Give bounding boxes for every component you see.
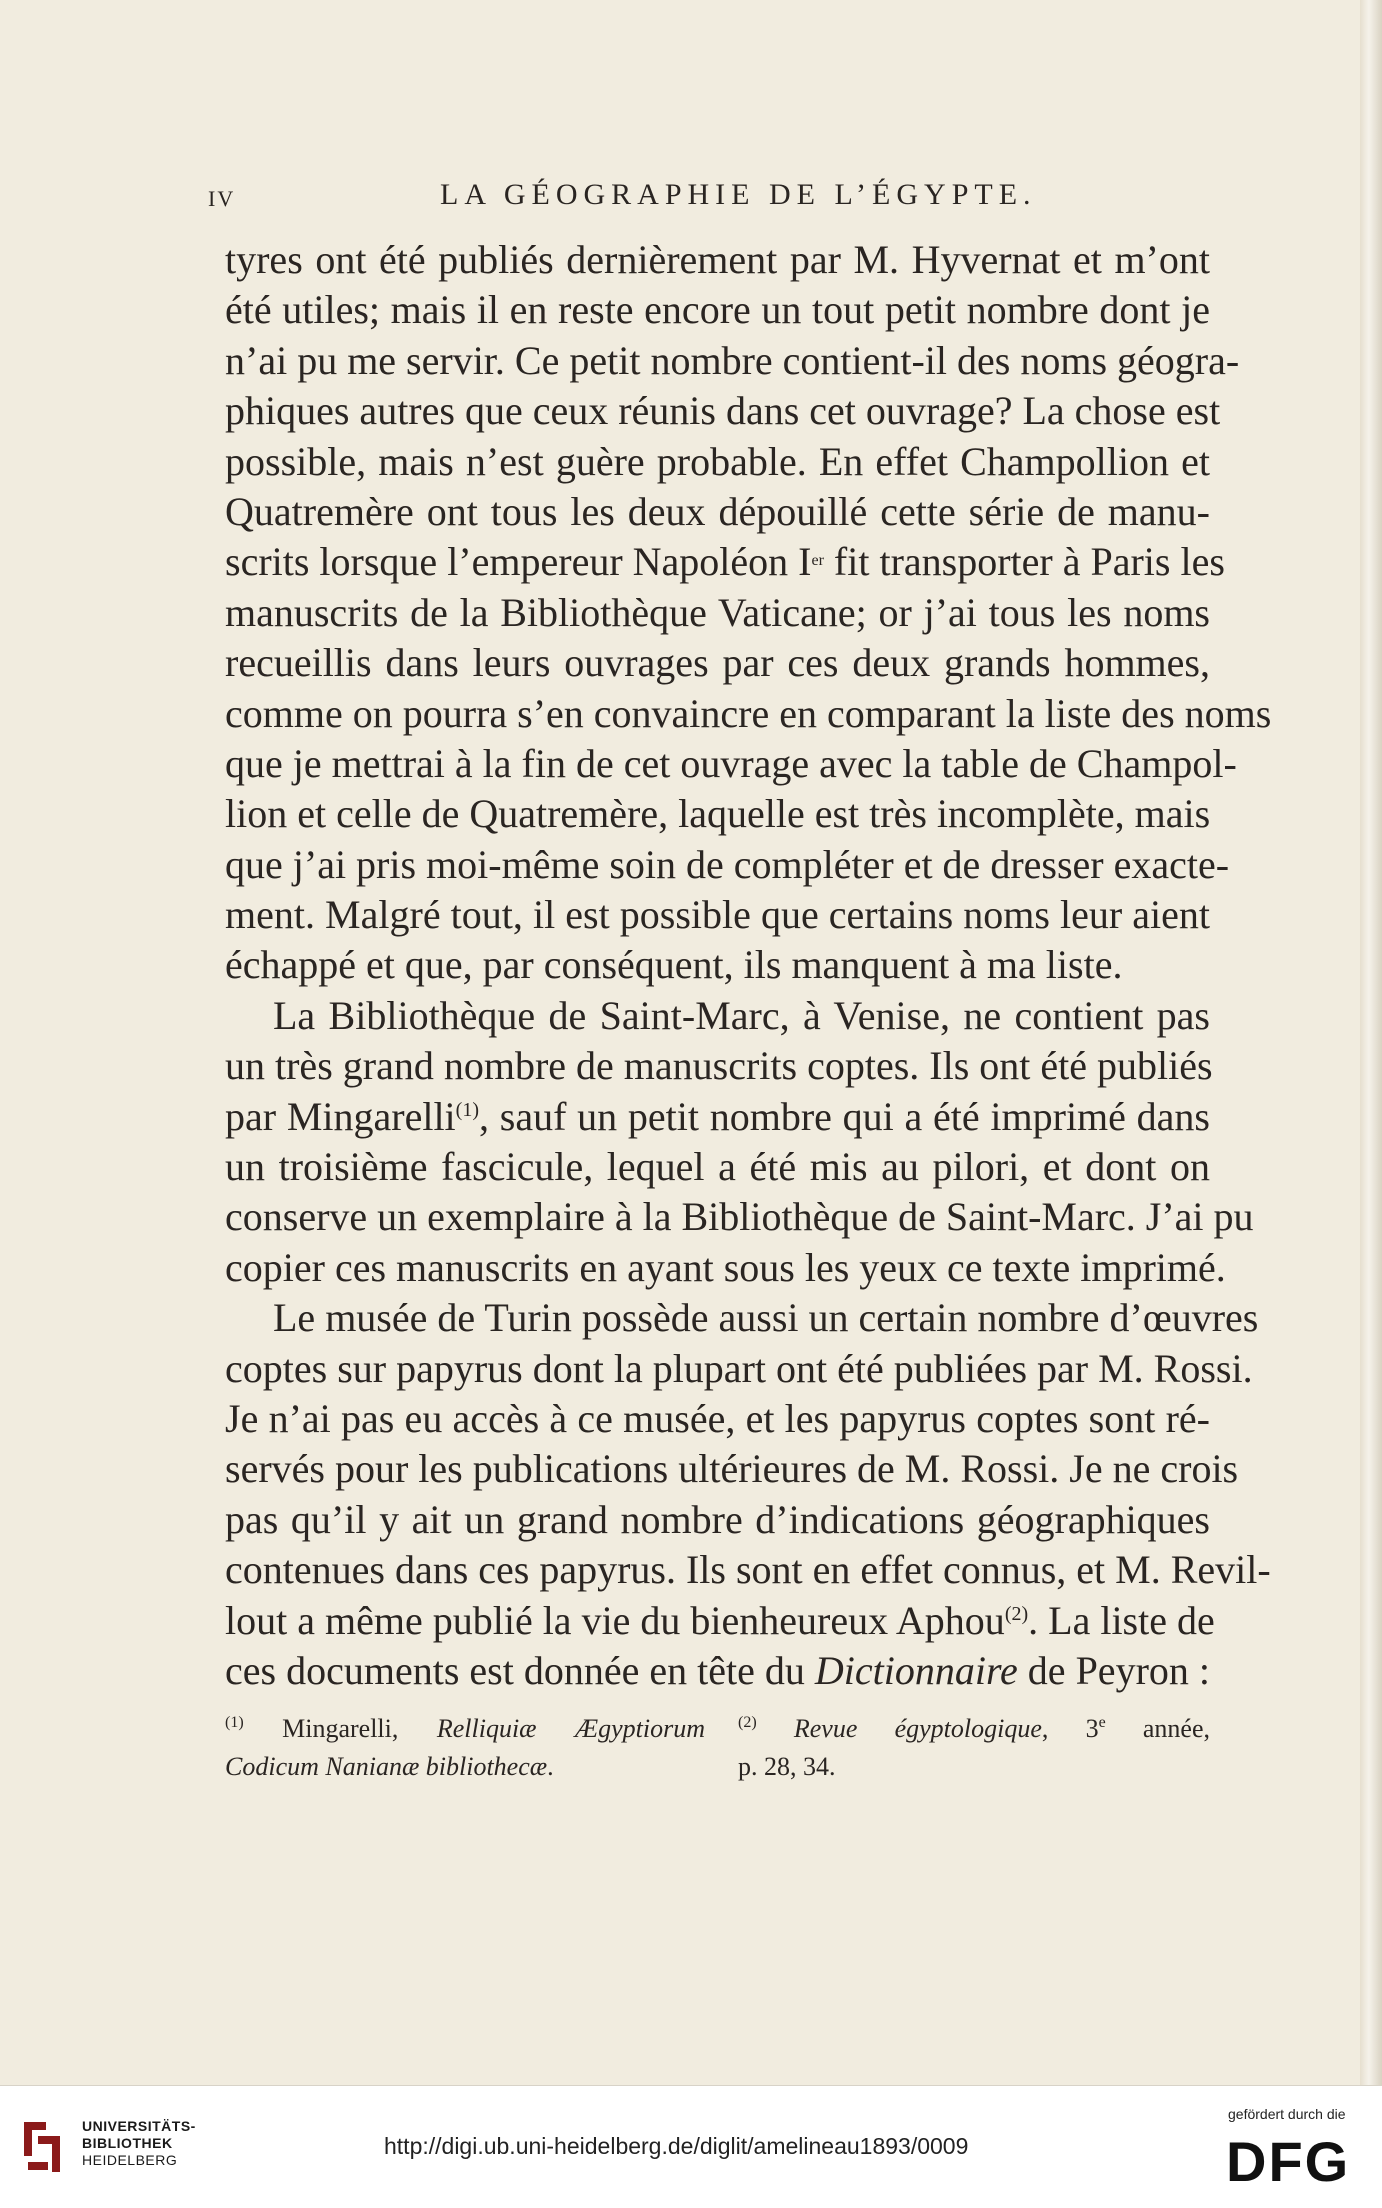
body-text bbox=[225, 235, 1272, 1696]
running-title: LA GÉOGRAPHIE DE L’ÉGYPTE. bbox=[440, 178, 1037, 211]
footnote-marker: (1) bbox=[225, 1714, 244, 1731]
footnote-ref-2[interactable]: (2) bbox=[1004, 1602, 1029, 1625]
text-line: conserve un exemplaire à la Bibliothèque de Saint-Marc. J’ai pu bbox=[225, 1194, 1254, 1240]
superscript: er bbox=[811, 552, 824, 570]
text-segment: par Mingarelli bbox=[225, 1093, 456, 1139]
footnote-2 bbox=[738, 1710, 1210, 1786]
footnote-author: Mingarelli, bbox=[243, 1714, 437, 1743]
text-line: échappé et que, par conséquent, ils manquent à ma liste. bbox=[225, 942, 1123, 988]
text-line: La Bibliothèque de Saint-Marc, à Venise, ne contient pas bbox=[273, 992, 1210, 1038]
library-logo-icon bbox=[16, 2116, 72, 2180]
text-line: possible, mais n’est guère probable. En effet Champollion et bbox=[225, 438, 1210, 484]
text-line: un très grand nombre de manuscrits coptes. Ils ont été publiés bbox=[225, 1043, 1213, 1089]
library-line: BIBLIOTHEK bbox=[82, 2135, 173, 2151]
footnote-1 bbox=[225, 1710, 705, 1786]
footnote-line bbox=[225, 1748, 705, 1786]
text-line: coptes sur papyrus dont la plupart ont été publiées par M. Rossi. bbox=[225, 1345, 1253, 1391]
text-segment: fit transporter à Paris les bbox=[823, 539, 1225, 585]
superscript: e bbox=[1098, 1714, 1106, 1731]
text-line: Le musée de Turin possède aussi un certain nombre d’œuvres bbox=[273, 1295, 1259, 1341]
footnote-punct: . bbox=[547, 1752, 554, 1781]
text-line: été utiles; mais il en reste encore un tout petit nombre dont je bbox=[225, 287, 1210, 333]
text-line: manuscrits de la Bibliothèque Vaticane; or j’ai tous les noms bbox=[225, 589, 1210, 635]
footnote-title: Relliquiæ Ægyptiorum bbox=[436, 1714, 705, 1743]
footnote-line: p. 28, 34. bbox=[738, 1752, 836, 1781]
italic-title: Dictionnaire bbox=[814, 1647, 1018, 1693]
text-line: n’ai pu me servir. Ce petit nombre contient-il des noms géogra- bbox=[225, 337, 1240, 383]
text-line: contenues dans ces papyrus. Ils sont en effet connus, et M. Revil- bbox=[225, 1547, 1271, 1593]
text-line: copier ces manuscrits en ayant sous les yeux ce texte imprimé. bbox=[225, 1244, 1226, 1290]
permalink[interactable]: http://digi.ub.uni-heidelberg.de/diglit/amelineau1893/0009 bbox=[384, 2133, 969, 2159]
text-line: phiques autres que ceux réunis dans cet ouvrage? La chose est bbox=[225, 388, 1221, 434]
text-line bbox=[225, 1596, 1215, 1646]
text-line: que je mettrai à la fin de cet ouvrage avec la table de Champol- bbox=[225, 740, 1237, 786]
text-line: tyres ont été publiés dernièrement par M. Hyvernat et m’ont bbox=[225, 237, 1210, 282]
text-line: que j’ai pris moi-même soin de compléter et de dresser exacte- bbox=[225, 841, 1230, 887]
funding-label: gefördert durch die bbox=[1228, 2106, 1346, 2122]
text-segment: scrits lorsque l’empereur Napoléon I bbox=[225, 539, 812, 585]
text-segment: lout a même publié la vie du bienheureux Aphou bbox=[225, 1597, 1005, 1643]
footnote-line bbox=[738, 1710, 1210, 1748]
text-line: un troisième fascicule, lequel a été mis au pilori, et dont on bbox=[225, 1144, 1210, 1190]
footnote-title: Codicum Nanianæ bibliothecæ bbox=[225, 1752, 548, 1781]
footnote-ref-1[interactable]: (1) bbox=[455, 1098, 479, 1121]
text-segment: de Peyron : bbox=[1017, 1647, 1211, 1693]
text-line: recueillis dans leurs ouvrages par ces deux grands hommes, bbox=[225, 640, 1210, 686]
text-line: servés pour les publications ultérieures de M. Rossi. Je ne crois bbox=[225, 1446, 1239, 1492]
page-number: IV bbox=[208, 186, 236, 211]
dfg-logo: DFG bbox=[1226, 2130, 1351, 2193]
text-segment: . La liste de bbox=[1028, 1597, 1215, 1643]
footnote-title: Revue égyptologique bbox=[756, 1714, 1042, 1743]
text-line: Je n’ai pas eu accès à ce musée, et les papyrus coptes sont ré- bbox=[225, 1395, 1210, 1441]
text-line bbox=[225, 537, 1225, 587]
page-edge bbox=[1360, 0, 1382, 2085]
text-line: lion et celle de Quatremère, laquelle est très incomplète, mais bbox=[225, 791, 1211, 837]
footnote-marker: (2) bbox=[738, 1714, 757, 1731]
text-line: ment. Malgré tout, il est possible que certains noms leur aient bbox=[225, 892, 1210, 938]
text-line: comme on pourra s’en convaincre en comparant la liste des noms bbox=[225, 690, 1272, 736]
text-line bbox=[225, 1646, 1210, 1696]
library-line: UNIVERSITÄTS- bbox=[82, 2118, 196, 2134]
footnote-year: , 3 bbox=[1041, 1714, 1099, 1743]
text-segment: ces documents est donnée en tête du bbox=[225, 1647, 815, 1693]
text-line bbox=[225, 1092, 1210, 1142]
footnote-year-word: année, bbox=[1105, 1714, 1210, 1743]
text-segment: , sauf un petit nombre qui a été imprimé dans bbox=[479, 1093, 1210, 1139]
library-line: HEIDELBERG bbox=[82, 2152, 178, 2168]
viewer-footer bbox=[0, 2085, 1382, 2208]
footnote-line bbox=[225, 1710, 705, 1748]
library-name bbox=[82, 2118, 196, 2169]
text-line: Quatremère ont tous les deux dépouillé cette série de manu- bbox=[225, 488, 1210, 534]
text-line: pas qu’il y ait un grand nombre d’indications géographiques bbox=[225, 1496, 1210, 1542]
